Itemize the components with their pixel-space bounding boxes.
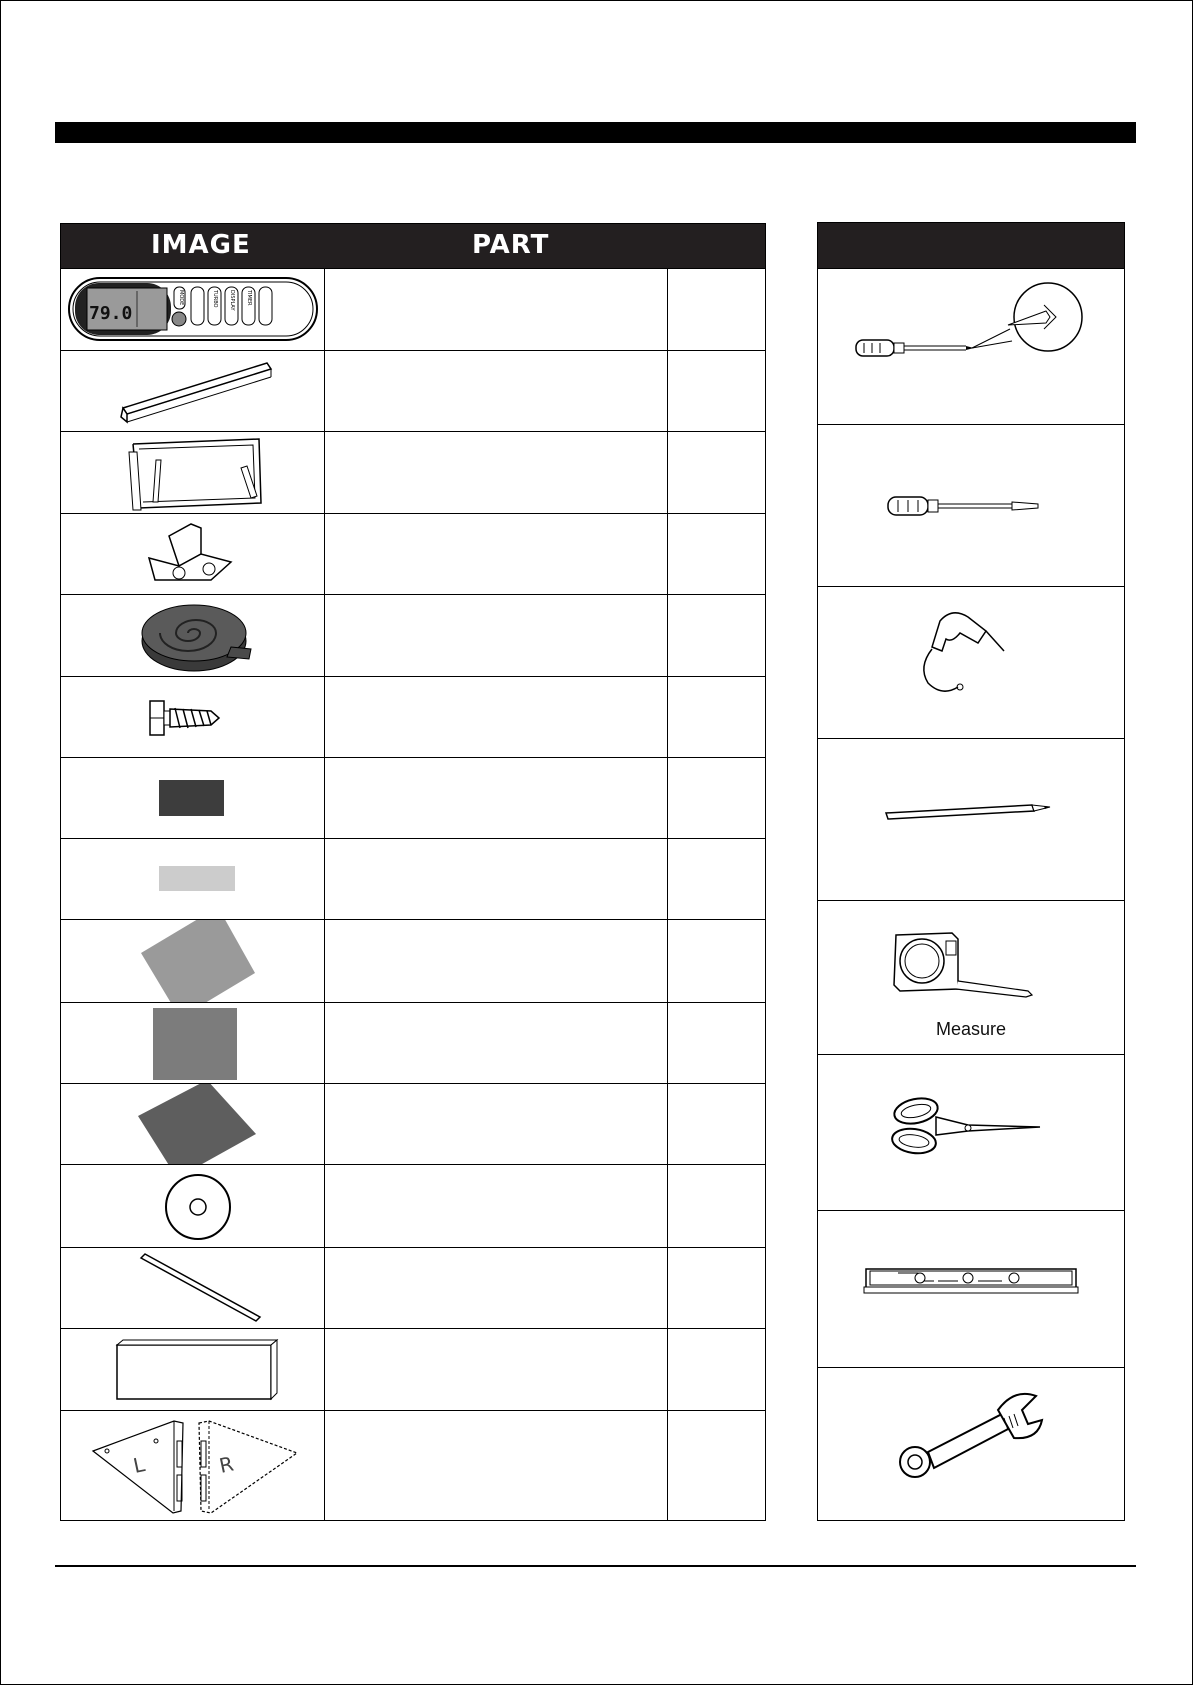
part-qty-cell: [668, 1003, 765, 1083]
part-image-cell: [61, 1248, 325, 1328]
part-image-cell: [61, 839, 325, 919]
header-image-label: IMAGE: [151, 230, 251, 260]
title-bar: [55, 122, 1136, 143]
part-name-cell: [325, 269, 668, 350]
tool-row: [818, 424, 1124, 586]
remote-temperature: 79.0: [89, 303, 133, 324]
table-row: [61, 1328, 765, 1410]
drill-icon: [818, 587, 1124, 739]
scissors-icon: [818, 1055, 1124, 1211]
tools-table: [817, 222, 1125, 1521]
bracket-label-r: R: [217, 1451, 236, 1478]
part-name-cell: [325, 920, 668, 1002]
light-foam-strip-icon: [61, 839, 324, 920]
part-name-cell: [325, 1248, 668, 1328]
pad-dark-swatch: [138, 1084, 256, 1165]
part-qty-cell: [668, 1329, 765, 1410]
tape-measure-icon: [818, 901, 1124, 1011]
table-row: [61, 268, 765, 350]
table-row: [61, 513, 765, 594]
table-row: [61, 431, 765, 513]
screw-icon: [61, 677, 324, 758]
table-row: [61, 676, 765, 757]
part-image-cell: [61, 351, 325, 431]
tool-row: [818, 586, 1124, 738]
rail-icon: [61, 351, 324, 432]
tool-row: [818, 738, 1124, 900]
phillips-screwdriver-icon: [818, 269, 1124, 425]
part-name-cell: [325, 514, 668, 594]
table-row: [61, 1247, 765, 1328]
table-row: [61, 594, 765, 676]
l-bracket-icon: [61, 514, 324, 595]
remote-button-display: DISPLAY: [229, 290, 235, 311]
part-name-cell: [325, 1411, 668, 1520]
table-row: [61, 1002, 765, 1083]
part-name-cell: [325, 351, 668, 431]
part-image-cell: [61, 1165, 325, 1247]
foam-block-icon: [61, 1329, 324, 1411]
pad-mid-swatch: [153, 1008, 237, 1080]
part-image-cell: [61, 514, 325, 594]
part-name-cell: [325, 432, 668, 513]
table-row: [61, 919, 765, 1002]
foam-pad-icon: [61, 1084, 324, 1165]
remote-button-mode: MODE: [178, 290, 184, 306]
table-row: [61, 1410, 765, 1520]
table-row: [61, 757, 765, 838]
part-qty-cell: [668, 351, 765, 431]
part-image-cell: [61, 595, 325, 676]
part-qty-cell: [668, 758, 765, 838]
tool-row: [818, 1367, 1124, 1520]
part-image-cell: [61, 920, 325, 1002]
part-qty-cell: [668, 677, 765, 757]
window-frame-icon: [61, 432, 324, 514]
table-row: [61, 350, 765, 431]
part-qty-cell: [668, 595, 765, 676]
part-qty-cell: [668, 839, 765, 919]
strip-icon: [61, 1248, 324, 1329]
part-qty-cell: [668, 920, 765, 1002]
remote-button-timer: TIMER: [246, 290, 252, 306]
part-name-cell: [325, 1329, 668, 1410]
part-qty-cell: [668, 1084, 765, 1164]
part-qty-cell: [668, 514, 765, 594]
part-name-cell: [325, 1165, 668, 1247]
part-name-cell: [325, 677, 668, 757]
part-name-cell: [325, 1084, 668, 1164]
pencil-icon: [818, 739, 1124, 901]
tools-table-header: [818, 223, 1124, 268]
tool-row: [818, 900, 1124, 1054]
part-qty-cell: [668, 1411, 765, 1520]
tool-row: [818, 268, 1124, 424]
foam-pad-icon: [61, 920, 324, 1003]
remote-button-turbo: TURBO: [212, 290, 218, 308]
parts-table: [60, 223, 766, 1521]
dark-foam-strip-icon: [61, 758, 324, 839]
part-qty-cell: [668, 269, 765, 350]
pad-light-swatch: [141, 920, 255, 1003]
footer-rule: [55, 1565, 1136, 1567]
tool-row: [818, 1210, 1124, 1367]
tape-measure-caption: Measure: [935, 1019, 1007, 1039]
table-row: [61, 838, 765, 919]
part-qty-cell: [668, 432, 765, 513]
table-row: [61, 1164, 765, 1247]
wrench-icon: [818, 1368, 1124, 1521]
part-image-cell: [61, 1003, 325, 1083]
table-row: [61, 1083, 765, 1164]
flat-screwdriver-icon: [818, 425, 1124, 587]
light-strip-swatch: [159, 866, 235, 891]
level-icon: [818, 1211, 1124, 1368]
bracket-label-l: L: [131, 1452, 147, 1478]
tool-row: [818, 1054, 1124, 1210]
part-image-cell: [61, 1329, 325, 1410]
part-qty-cell: [668, 1165, 765, 1247]
part-name-cell: [325, 839, 668, 919]
part-name-cell: [325, 1003, 668, 1083]
washer-icon: [61, 1165, 324, 1248]
part-image-cell: [61, 677, 325, 757]
dark-strip-swatch: [159, 780, 224, 816]
part-image-cell: [61, 1084, 325, 1164]
part-image-cell: [61, 1411, 325, 1520]
part-qty-cell: [668, 1248, 765, 1328]
foam-pad-icon: [61, 1003, 324, 1084]
foam-roll-icon: [61, 595, 324, 677]
part-name-cell: [325, 595, 668, 676]
part-image-cell: [61, 758, 325, 838]
part-image-cell: [61, 432, 325, 513]
header-part-label: PART: [472, 230, 550, 260]
remote-control-icon: [61, 269, 324, 351]
part-name-cell: [325, 758, 668, 838]
parts-table-header: [61, 224, 765, 268]
part-image-cell: [61, 269, 325, 350]
support-brackets-icon: [61, 1411, 324, 1521]
